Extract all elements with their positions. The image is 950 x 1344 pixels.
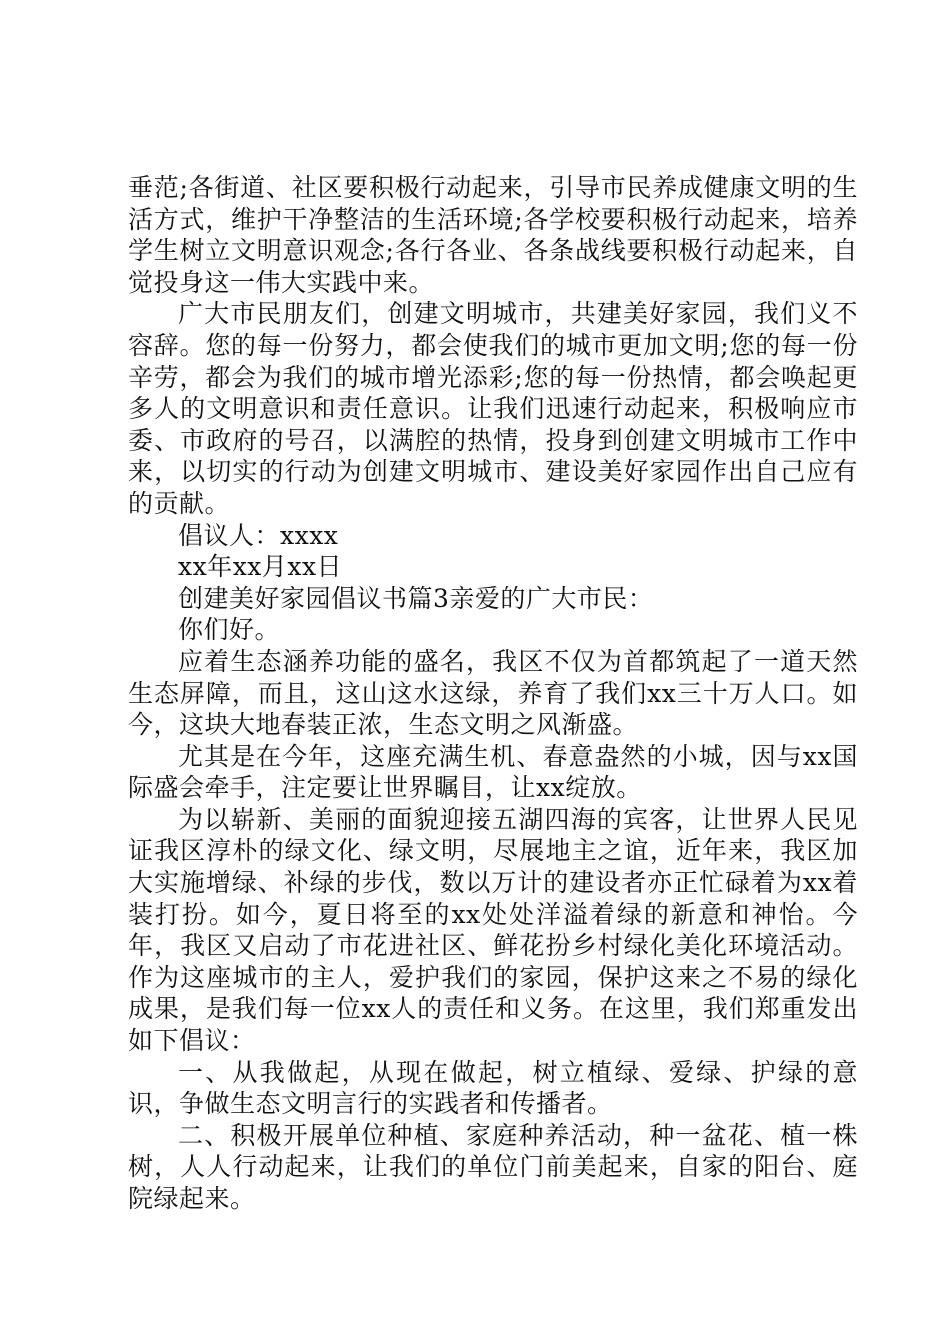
paragraph: 应着生态涵养功能的盛名，我区不仅为首都筑起了一道天然生态屏障，而且，这山这水这绿，养育了我们xx三十万人口。如今，这块大地春装正浓，生态文明之风渐盛。: [128, 646, 858, 740]
signatory-line: 倡议人：xxxx: [178, 520, 339, 550]
proposal-item: 一、从我做起，从现在做起，树立植绿、爱绿、护绿的意识，争做生态文明言行的实践者和传播者。: [128, 1057, 858, 1119]
paragraph: 尤其是在今年，这座充满生机、春意盎然的小城，因与xx国际盛会牵手，注定要让世界瞩目，让xx绽放。: [128, 741, 858, 803]
paragraph: 垂范;各街道、社区要积极行动起来，引导市民养成健康文明的生活方式，维护干净整洁的生活环境;各学校要积极行动起来，培养学生树立文明意识观念;各行各业、各条战线要积极行动起来，自觉投身这一伟大实践中来。: [128, 173, 858, 297]
paragraph: 广大市民朋友们，创建文明城市，共建美好家园，我们义不容辞。您的每一份努力，都会使我们的城市更加文明;您的每一份辛劳，都会为我们的城市增光添彩;您的每一份热情，都会唤起更多人的文明意识和责任意识。让我们迅速行动起来，积极响应市委、市政府的号召，以满腔的热情，投身到创建文明城市工作中来，以切实的行动为创建文明城市、建设美好家园作出自己应有的贡献。: [128, 299, 858, 518]
section-heading: 创建美好家园倡议书篇3亲爱的广大市民：: [178, 583, 654, 613]
proposal-item: 二、积极开展单位种植、家庭种养活动，种一盆花、植一株树，人人行动起来，让我们的单位门前美起来，自家的阳台、庭院绿起来。: [128, 1120, 858, 1213]
paragraph: 为以崭新、美丽的面貌迎接五湖四海的宾客，让世界人民见证我区淳朴的绿文化、绿文明，尽展地主之谊，近年来，我区加大实施增绿、补绿的步伐，数以万计的建设者亦正忙碌着为xx着装打扮。如今，夏日将至的xx处处洋溢着绿的新意和神怡。今年，我区又启动了市花进社区、鲜花扮乡村绿化美化环境活动。作为这座城市的主人，爱护我们的家园，保护这来之不易的绿化成果，是我们每一位xx人的责任和义务。在这里，我们郑重发出如下倡议：: [128, 804, 858, 1056]
document-body: [128, 172, 858, 1215]
greeting: 你们好。: [178, 615, 281, 645]
date-line: xx年xx月xx日: [178, 552, 343, 582]
